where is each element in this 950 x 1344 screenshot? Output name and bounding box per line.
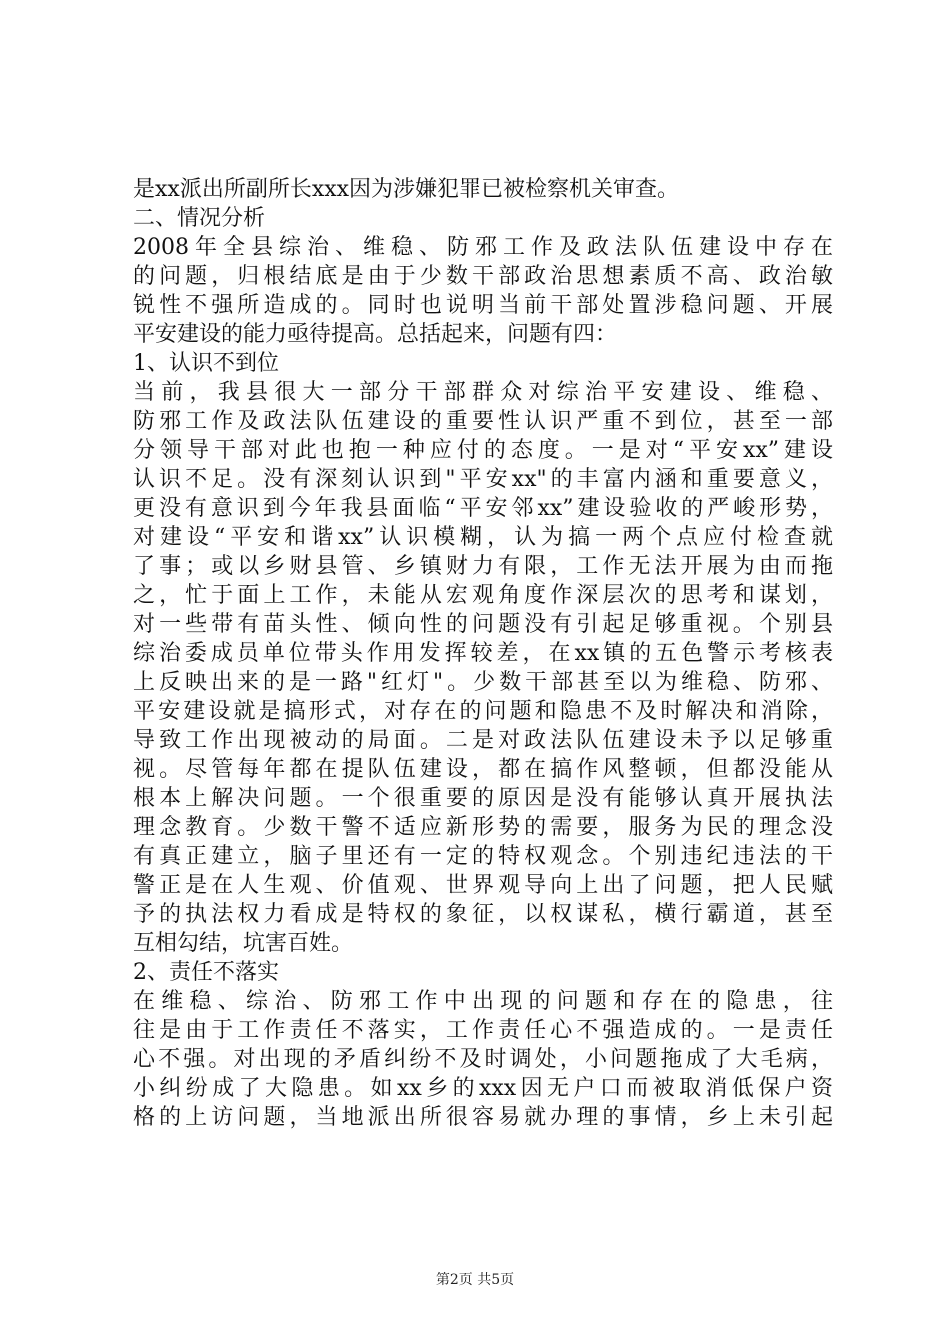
text-line: 更没有意识到今年我县面临“平安邻xx”建设验收的严峻形势， [133,496,833,521]
text-line: 2008年全县综治、维稳、防邪工作及政法队伍建设中存在 [133,235,833,260]
text-line: 格的上访问题，当地派出所很容易就办理的事情，乡上未引起 [133,1105,833,1130]
text-line: 平安建设就是搞形式，对存在的问题和隐患不及时解决和消除， [133,699,833,724]
text-line: 之，忙于面上工作，未能从宏观角度作深层次的思考和谋划， [133,583,833,608]
text-line: 根本上解决问题。一个很重要的原因是没有能够认真开展执法 [133,786,833,811]
text-line: 警正是在人生观、价值观、世界观导向上出了问题，把人民赋 [133,873,833,898]
text-line: 小纠纷成了大隐患。如xx乡的xxx因无户口而被取消低保户资 [133,1076,833,1101]
page-footer: 第2页 共5页 [435,1272,515,1288]
text-line: 往是由于工作责任不落实，工作责任心不强造成的。一是责任 [133,1018,833,1043]
text-line: 对建设“平安和谐xx”认识模糊，认为搞一两个点应付检查就 [133,525,833,550]
text-line: 平安建设的能力亟待提高。总括起来，问题有四： [133,322,618,347]
text-line: 的问题，归根结底是由于少数干部政治思想素质不高、政治敏 [133,264,833,289]
text-line: 综治委成员单位带头作用发挥较差，在xx镇的五色警示考核表 [133,641,833,666]
text-line: 导致工作出现被动的局面。二是对政法队伍建设未予以足够重 [133,728,833,753]
text-line: 予的执法权力看成是特权的象征，以权谋私，横行霸道，甚至 [133,902,833,927]
text-line: 分领导干部对此也抱一种应付的态度。一是对“平安xx”建设 [133,438,833,463]
text-line: 了事；或以乡财县管、乡镇财力有限，工作无法开展为由而拖 [133,554,833,579]
text-line: 认识不足。没有深刻认识到"平安xx"的丰富内涵和重要意义， [133,467,833,492]
text-line: 有真正建立，脑子里还有一定的特权观念。个别违纪违法的干 [133,844,833,869]
text-line: 互相勾结，坑害百姓。 [133,931,354,956]
text-line: 在维稳、综治、防邪工作中出现的问题和存在的隐患，往 [133,989,833,1014]
text-line: 当前，我县很大一部分干部群众对综治平安建设、维稳、 [133,380,833,405]
text-line: 是xx派出所副所长xxx因为涉嫌犯罪已被检察机关审查。 [133,177,680,202]
document-body [133,175,833,1132]
text-line: 理念教育。少数干警不适应新形势的需要，服务为民的理念没 [133,815,833,840]
text-line: 2、责任不落实 [133,960,279,985]
text-line: 视。尽管每年都在提队伍建设，都在搞作风整顿，但都没能从 [133,757,833,782]
text-line: 上反映出来的是一路"红灯"。少数干部甚至以为维稳、防邪、 [133,670,833,695]
text-line: 对一些带有苗头性、倾向性的问题没有引起足够重视。个别县 [133,612,833,637]
text-line: 防邪工作及政法队伍建设的重要性认识严重不到位，甚至一部 [133,409,833,434]
text-line: 心不强。对出现的矛盾纠纷不及时调处，小问题拖成了大毛病， [133,1047,833,1072]
text-line: 1、认识不到位 [133,351,279,376]
text-line: 二、情况分析 [133,206,266,231]
text-line: 锐性不强所造成的。同时也说明当前干部处置涉稳问题、开展 [133,293,833,318]
